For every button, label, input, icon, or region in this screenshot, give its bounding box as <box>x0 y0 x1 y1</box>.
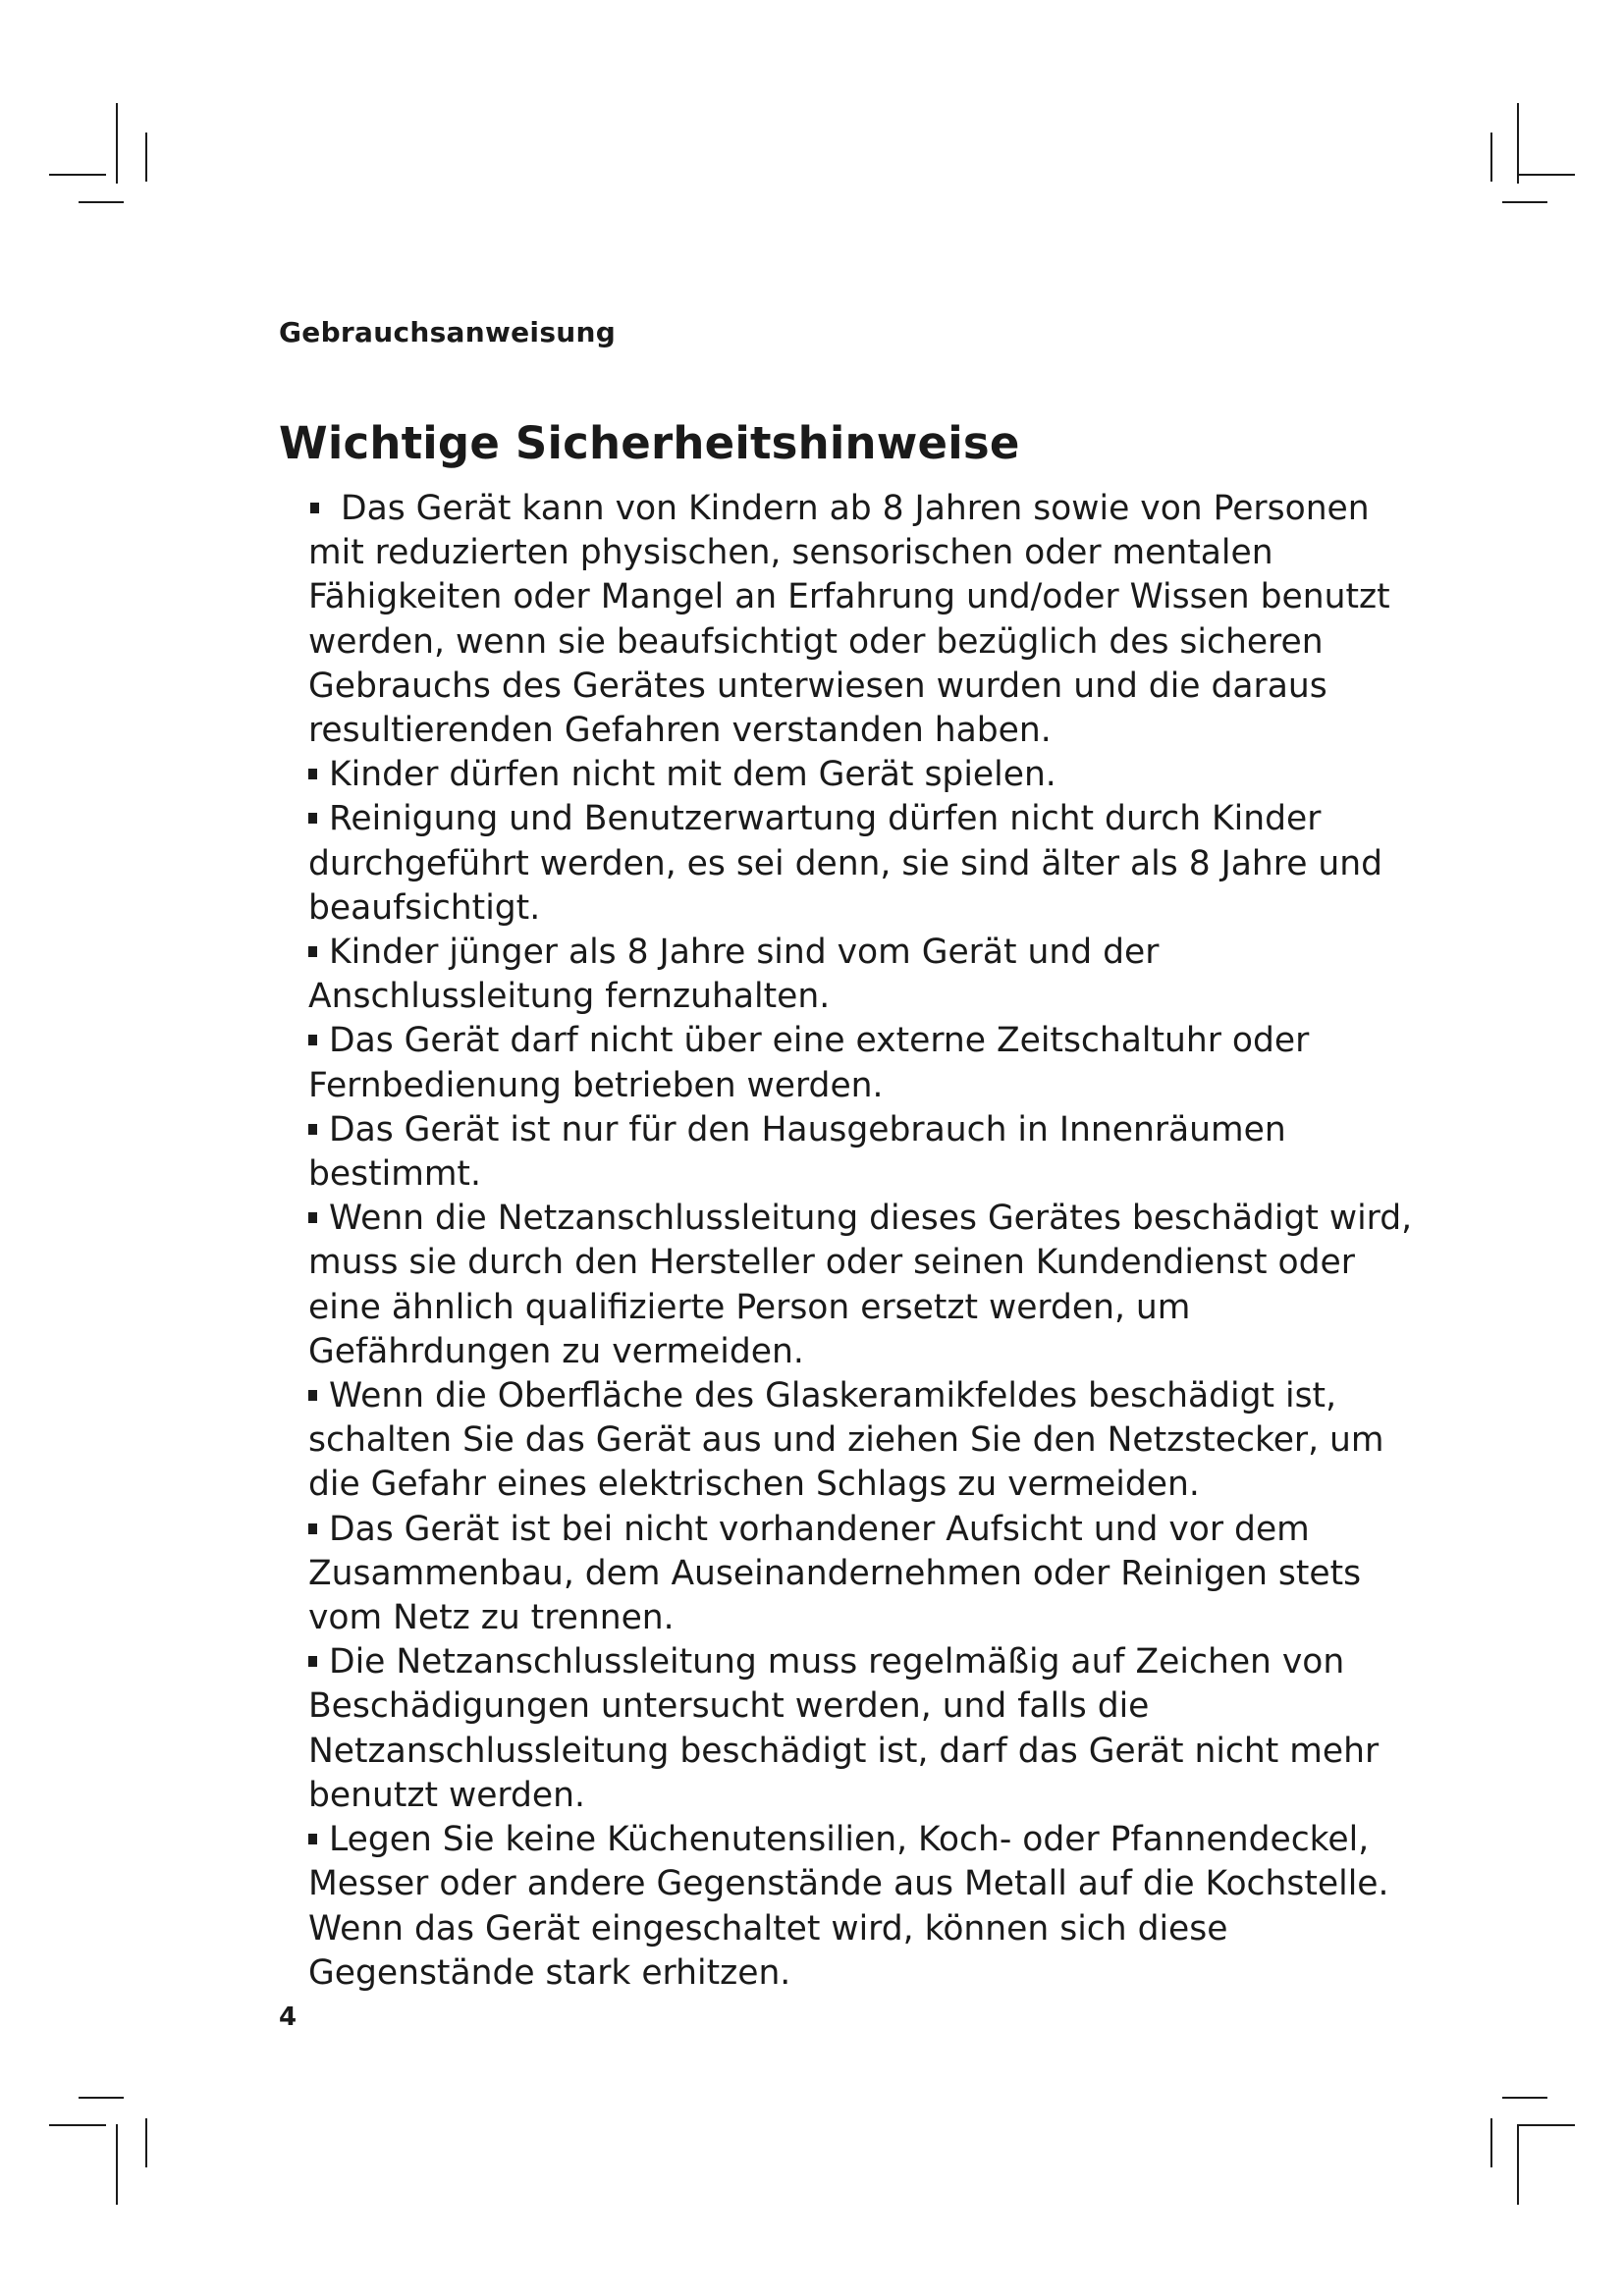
square-bullet-icon <box>308 1656 317 1667</box>
crop-mark <box>145 2118 147 2167</box>
list-item-text: Kinder dürfen nicht mit dem Gerät spielen. <box>329 755 1056 795</box>
crop-mark <box>1490 133 1492 182</box>
list-item <box>308 1508 1418 1641</box>
list-item <box>308 487 1418 753</box>
crop-mark <box>116 103 118 184</box>
crop-mark <box>1502 201 1547 203</box>
square-bullet-icon <box>308 769 317 779</box>
square-bullet-icon <box>308 1834 317 1844</box>
square-bullet-icon <box>308 813 317 824</box>
list-item-text: Das Gerät kann von Kindern ab 8 Jahren sowie von Personen mit reduzierten physischen, sensorischen oder mentalen Fähigkeiten oder Mangel an Erfahrung und/oder Wissen benutzt werden, wenn sie beaufsichtigt oder bezüglich des sicheren Gebrauchs des Gerätes unterwiesen wurden und die daraus resultierenden Gefahren verstanden haben. <box>308 489 1390 751</box>
crop-mark <box>1518 174 1575 176</box>
square-bullet-icon <box>308 1523 317 1534</box>
square-bullet-icon <box>308 1035 317 1045</box>
list-item-text: Die Netzanschlussleitung muss regelmäßig auf Zeichen von Beschädigungen untersucht werden, und falls die Netzanschlussleitung beschädigt ist, darf das Gerät nicht mehr benutzt werden. <box>308 1642 1380 1815</box>
crop-mark <box>79 2097 124 2099</box>
list-item-text: Das Gerät ist nur für den Hausgebrauch in Innenräumen bestimmt. <box>308 1109 1286 1195</box>
list-item <box>308 931 1418 1019</box>
crop-mark <box>49 2124 106 2126</box>
list-item <box>308 1197 1418 1374</box>
list-item <box>308 797 1418 931</box>
list-item-text: Kinder jünger als 8 Jahre sind vom Gerät und der Anschlussleitung fernzuhalten. <box>308 933 1160 1017</box>
crop-mark <box>145 133 147 182</box>
list-item <box>308 753 1418 797</box>
page-title: Wichtige Sicherheitshinweise <box>279 417 1020 469</box>
crop-mark <box>1518 2124 1575 2126</box>
safety-notice-list <box>308 487 1418 1996</box>
square-bullet-icon <box>308 1124 317 1135</box>
list-item-text: Reinigung und Benutzerwartung dürfen nicht durch Kinder durchgeführt werden, es sei denn, sie sind älter als 8 Jahre und beaufsichtigt. <box>308 799 1383 928</box>
page-number: 4 <box>279 2002 298 2032</box>
crop-mark <box>1517 103 1519 184</box>
crop-mark <box>1490 2118 1492 2167</box>
square-bullet-icon <box>310 503 319 513</box>
crop-mark <box>1502 2097 1547 2099</box>
list-item <box>308 1019 1418 1107</box>
square-bullet-icon <box>308 1390 317 1401</box>
list-item-text: Das Gerät darf nicht über eine externe Zeitschaltuhr oder Fernbedienung betrieben werden. <box>308 1021 1310 1105</box>
crop-mark <box>1517 2124 1519 2205</box>
square-bullet-icon <box>308 1212 317 1223</box>
crop-mark <box>79 201 124 203</box>
square-bullet-icon <box>308 946 317 957</box>
list-item-text: Wenn die Oberfläche des Glaskeramikfeldes beschädigt ist, schalten Sie das Gerät aus und ziehen Sie den Netzstecker, um die Gefahr eines elektrischen Schlags zu vermeiden. <box>308 1376 1384 1505</box>
list-item <box>308 1818 1418 1996</box>
list-item-text: Legen Sie keine Küchenutensilien, Koch- oder Pfannendeckel, Messer oder andere Gegenstände aus Metall auf die Kochstelle. Wenn das Gerät eingeschaltet wird, können sich diese Gegenstände stark erhitzen. <box>308 1820 1389 1993</box>
running-header: Gebrauchsanweisung <box>279 316 617 348</box>
crop-mark <box>116 2124 118 2205</box>
crop-mark <box>49 174 106 176</box>
list-item-text: Wenn die Netzanschlussleitung dieses Gerätes beschädigt wird, muss sie durch den Hersteller oder seinen Kundendienst oder eine ähnlich qualifizierte Person ersetzt werden, um Gefährdungen zu vermeiden. <box>308 1199 1413 1371</box>
list-item <box>308 1108 1418 1197</box>
list-item-text: Das Gerät ist bei nicht vorhandener Aufsicht und vor dem Zusammenbau, dem Auseinandernehmen oder Reinigen stets vom Netz zu trennen. <box>308 1509 1362 1638</box>
list-item <box>308 1374 1418 1508</box>
list-item <box>308 1640 1418 1818</box>
